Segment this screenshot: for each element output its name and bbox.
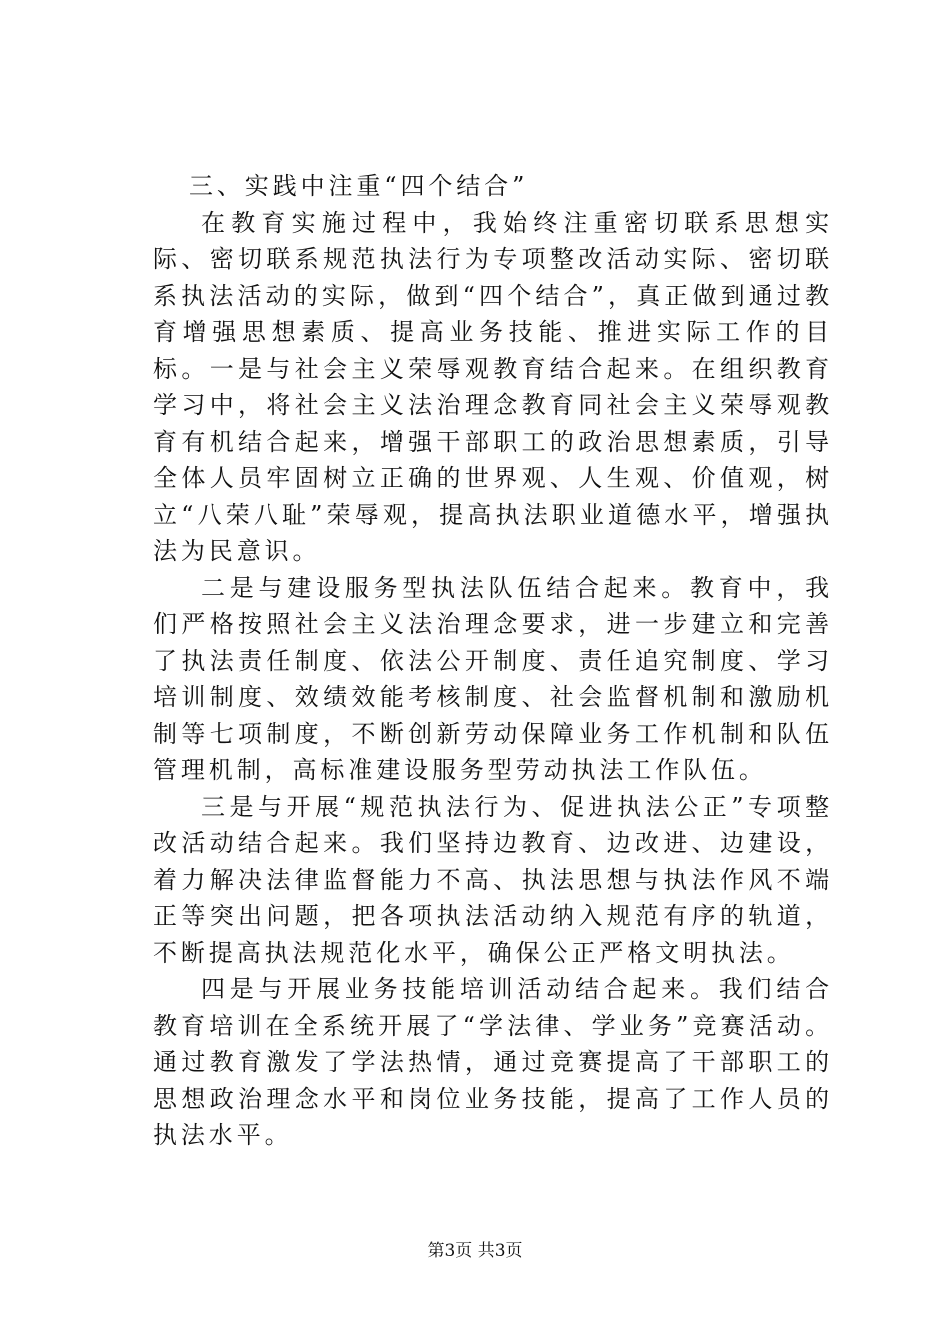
paragraph-2: 二是与建设服务型执法队伍结合起来。教育中，我们严格按照社会主义法治理念要求，进一步建立和完善了执法责任制度、依法公开制度、责任追究制度、学习培训制度、效绩效能考核制度、社会监督机制和激励机制等七项制度，不断创新劳动保障业务工作机制和队伍管理机制，高标准建设服务型劳动执法工作队伍。 xyxy=(153,573,833,784)
paragraph-4: 四是与开展业务技能培训活动结合起来。我们结合教育培训在全系统开展了“学法律、学业务”竞赛活动。通过教育激发了学法热情，通过竞赛提高了干部职工的思想政治理念水平和岗位业务技能，提高了工作人员的执法水平。 xyxy=(153,975,833,1149)
page-footer xyxy=(0,1239,950,1263)
page-number-current: 第3页 xyxy=(427,1241,473,1261)
paragraph-1: 在教育实施过程中，我始终注重密切联系思想实际、密切联系规范执法行为专项整改活动实际、密切联系执法活动的实际，做到“四个结合”，真正做到通过教育增强思想素质、提高业务技能、推进实际工作的目标。一是与社会主义荣辱观教育结合起来。在组织教育学习中，将社会主义法治理念教育同社会主义荣辱观教育有机结合起来，增强干部职工的政治思想素质，引导全体人员牢固树立正确的世界观、人生观、价值观，树立“八荣八耻”荣辱观，提高执法职业道德水平，增强执法为民意识。 xyxy=(153,208,833,565)
paragraph-3: 三是与开展“规范执法行为、促进执法公正”专项整改活动结合起来。我们坚持边教育、边改进、边建设，着力解决法律监督能力不高、执法思想与执法作风不端正等突出问题，把各项执法活动纳入规范有序的轨道，不断提高执法规范化水平，确保公正严格文明执法。 xyxy=(153,792,833,967)
section-heading: 三、实践中注重“四个结合” xyxy=(189,172,529,200)
page-number-total: 共3页 xyxy=(477,1241,523,1261)
document-body xyxy=(153,168,833,1154)
